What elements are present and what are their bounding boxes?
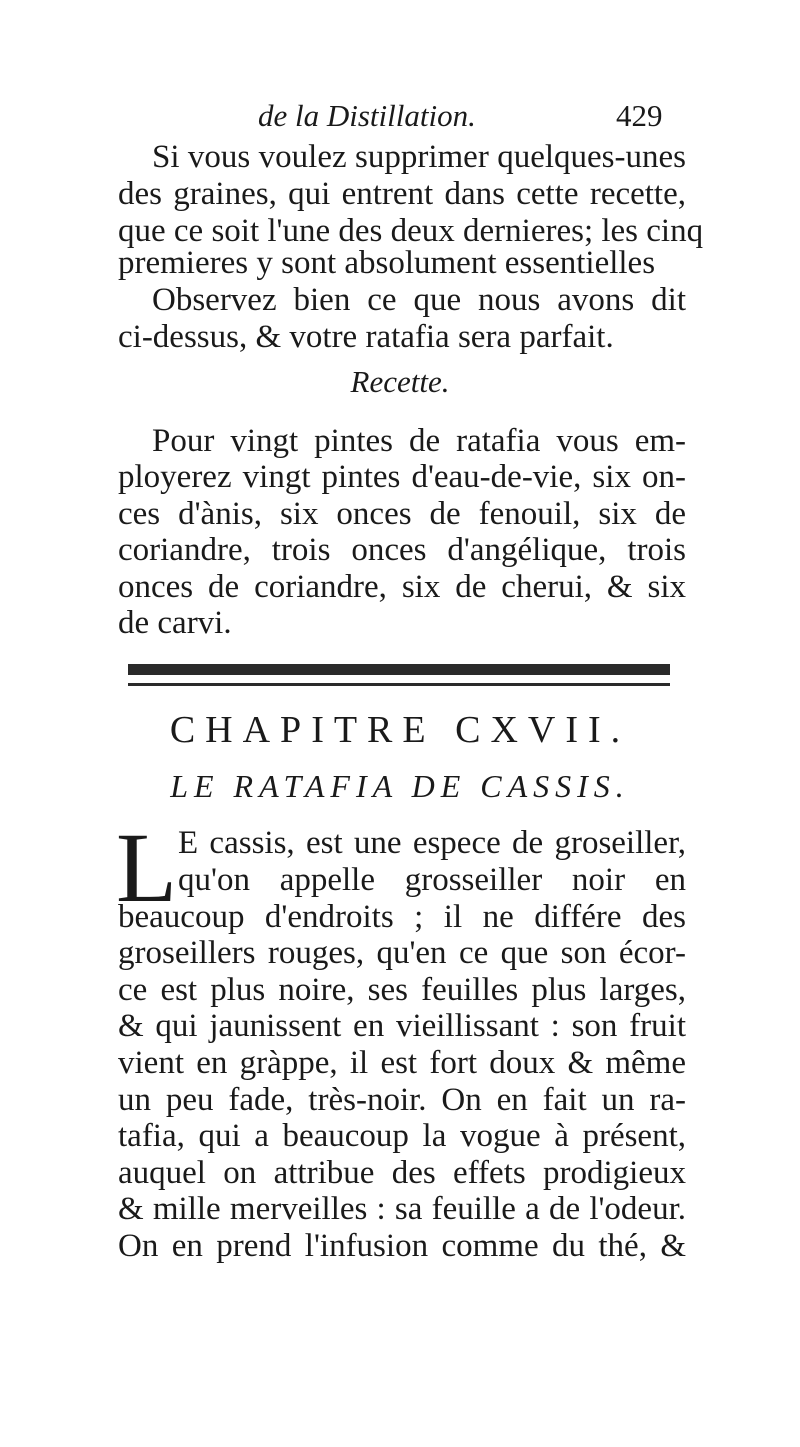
page-number: 429	[616, 98, 663, 133]
text-line: groseillers rouges, qu'en ce que son écor-	[118, 935, 686, 971]
text-line: ci-dessus, & votre ratafia sera parfait.	[118, 319, 614, 355]
text-line: coriandre, trois onces d'angélique, trois	[118, 532, 686, 568]
chapter-title: CHAPITRE CXVII.	[169, 709, 631, 751]
chapter-subtitle: LE RATAFIA DE CASSIS.	[170, 768, 630, 804]
text-line: des graines, qui entrent dans cette recette,	[118, 176, 686, 212]
text-line: vient en gràppe, il est fort doux & même	[118, 1045, 686, 1081]
recette-heading: Recette.	[350, 364, 450, 399]
text-line: un peu fade, très-noir. On en fait un ra-	[118, 1082, 686, 1118]
text-line: Pour vingt pintes de ratafia vous em-	[152, 423, 686, 459]
text-line: auquel on attribue des effets prodigieux	[118, 1155, 686, 1191]
drop-cap: L	[116, 812, 178, 923]
text-line: premieres y sont absolument essentielles	[118, 245, 656, 281]
text-line: onces de coriandre, six de cherui, & six	[118, 569, 686, 605]
text-line: & mille merveilles : sa feuille a de l'odeur.	[118, 1191, 686, 1227]
text-line: beaucoup d'endroits ; il ne différe des	[118, 899, 686, 935]
text-line: & qui jaunissent en vieillissant : son fruit	[118, 1008, 686, 1044]
text-line: On en prend l'infusion comme du thé, &	[118, 1228, 686, 1264]
text-line: de carvi.	[118, 605, 232, 641]
text-line: Si vous voulez supprimer quelques-unes	[152, 139, 686, 175]
text-line: ployerez vingt pintes d'eau-de-vie, six on-	[118, 459, 686, 495]
text-line: ce est plus noire, ses feuilles plus larges,	[118, 972, 686, 1008]
text-line: que ce soit l'une des deux dernieres; les cinq	[118, 213, 704, 249]
running-title: de la Distillation.	[258, 98, 476, 133]
text-line: tafia, qui a beaucoup la vogue à présent,	[118, 1118, 686, 1154]
text-line: Observez bien ce que nous avons dit	[152, 282, 686, 318]
text-line: ces d'ànis, six onces de fenouil, six de	[118, 496, 686, 532]
divider-rule-thick	[128, 664, 670, 675]
divider-rule-thin	[128, 683, 670, 686]
text-line: qu'on appelle grosseiller noir en	[178, 862, 686, 898]
text-line: E cassis, est une espece de groseiller,	[178, 825, 686, 861]
